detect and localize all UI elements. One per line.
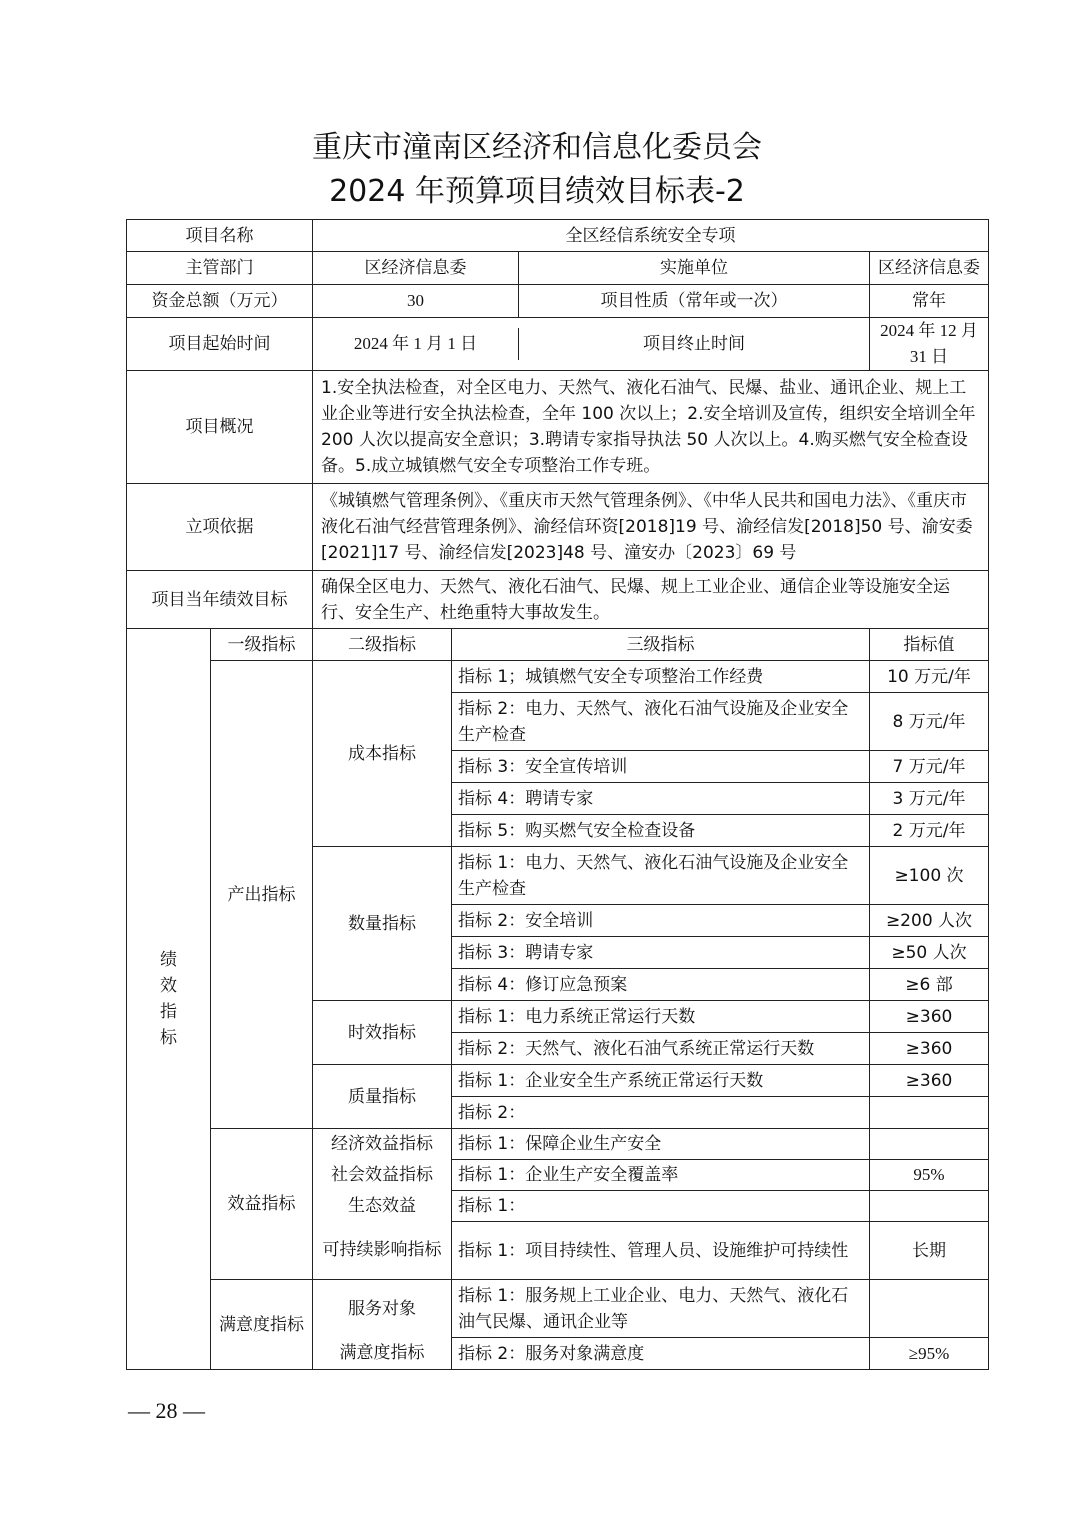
quality-value: ≥360	[870, 1065, 989, 1097]
row-overview	[127, 371, 989, 484]
start-value: 2024 年 1 月 1 日	[313, 328, 519, 360]
cost-name: 指标 4：聘请专家	[452, 783, 870, 815]
perf-header-row	[127, 629, 989, 661]
goal-text: 确保全区电力、天然气、液化石油气、民爆、规上工业企业、通信企业等设施安全运行、安全生产、杜绝重特大事故发生。	[313, 571, 989, 629]
time-name: 指标 1：电力系统正常运行天数	[452, 1001, 870, 1033]
table-row	[127, 1129, 989, 1160]
performance-target-table	[126, 219, 989, 1370]
time-value: ≥360	[870, 1033, 989, 1065]
benefit-value: 长期	[870, 1222, 989, 1280]
benefit-value	[870, 1129, 989, 1160]
qty-value: ≥100 次	[870, 847, 989, 905]
end-value: 2024 年 12 月 31 日	[870, 318, 989, 371]
satisfaction-value	[870, 1280, 989, 1338]
header-level2: 二级指标	[313, 629, 452, 661]
project-name-label: 项目名称	[127, 220, 313, 252]
overview-text: 1.安全执法检查，对全区电力、天然气、液化石油气、民爆、盐业、通讯企业、规上工业企业等进行安全执法检查，全年 100 次以上；2.安全培训及宣传，组织安全培训全年 200 人次以提高安全意识；3.聘请专家指导执法 50 人次以上。4.购买燃气安全检查设备。5.成立城镇燃气安全专项整治工作专班。	[313, 371, 989, 484]
dept-label: 主管部门	[127, 252, 313, 285]
qty-name: 指标 1：电力、天然气、液化石油气设施及企业安全生产检查	[452, 847, 870, 905]
benefit-value: 95%	[870, 1160, 989, 1191]
qty-name: 指标 3：聘请专家	[452, 937, 870, 969]
qty-name: 指标 4：修订应急预案	[452, 969, 870, 1001]
cost-value: 2 万元/年	[870, 815, 989, 847]
row-fund	[127, 285, 989, 318]
overview-label: 项目概况	[127, 371, 313, 484]
satisfaction-level2: 服务对象	[313, 1280, 452, 1338]
side-char: 效	[160, 976, 177, 996]
benefit-name: 指标 1：	[452, 1191, 870, 1222]
qty-value: ≥200 人次	[870, 905, 989, 937]
nature-label: 项目性质（常年或一次）	[600, 291, 788, 311]
satisfaction-name: 指标 1：服务规上工业企业、电力、天然气、液化石油气民爆、通讯企业等	[452, 1280, 870, 1338]
cost-name: 指标 5：购买燃气安全检查设备	[452, 815, 870, 847]
benefit-name: 指标 1：保障企业生产安全	[452, 1129, 870, 1160]
qty-name: 指标 2：安全培训	[452, 905, 870, 937]
fund-label: 资金总额（万元）	[127, 285, 313, 318]
side-char: 指	[160, 1002, 177, 1022]
header-level1: 一级指标	[211, 629, 313, 661]
document-title: 重庆市潼南区经济和信息化委员会	[312, 130, 762, 165]
quality-name: 指标 1：企业安全生产系统正常运行天数	[452, 1065, 870, 1097]
benefit-level2: 社会效益指标	[313, 1160, 452, 1191]
row-goal	[127, 571, 989, 629]
cost-name: 指标 1；城镇燃气安全专项整治工作经费	[452, 661, 870, 693]
benefit-name: 指标 1：企业生产安全覆盖率	[452, 1160, 870, 1191]
basis-label: 立项依据	[127, 484, 313, 571]
benefit-level2: 生态效益	[313, 1191, 452, 1222]
header-level3: 三级指标	[452, 629, 870, 661]
table-row	[127, 661, 989, 693]
cost-value: 8 万元/年	[870, 693, 989, 751]
cost-value: 10 万元/年	[870, 661, 989, 693]
quality-label: 质量指标	[313, 1065, 452, 1129]
row-basis	[127, 484, 989, 571]
document-subtitle: 2024 年预算项目绩效目标表-2	[329, 174, 745, 209]
quality-value	[870, 1097, 989, 1129]
impl-value: 区经济信息委	[870, 252, 989, 285]
nature-value: 常年	[870, 285, 989, 318]
benefit-label: 效益指标	[211, 1129, 313, 1280]
fund-value: 30	[313, 285, 519, 317]
project-name-value: 全区经信系统安全专项	[313, 220, 989, 252]
header-value: 指标值	[870, 629, 989, 661]
basis-text: 《城镇燃气管理条例》、《重庆市天然气管理条例》、《中华人民共和国电力法》、《重庆市液化石油气经营管理条例》、渝经信环资[2018]19 号、渝经信发[2018]50 号、渝安委[2021]17 号、渝经信发[2023]48 号、潼安办〔2023〕69 号	[313, 484, 989, 571]
time-label: 时效指标	[313, 1001, 452, 1065]
start-label: 项目起始时间	[127, 318, 313, 371]
satisfaction-name: 指标 2：服务对象满意度	[452, 1338, 870, 1370]
end-label: 项目终止时间	[643, 334, 745, 354]
qty-value: ≥6 部	[870, 969, 989, 1001]
quality-name: 指标 2：	[452, 1097, 870, 1129]
row-department	[127, 252, 989, 285]
row-period	[127, 318, 989, 371]
satisfaction-value: ≥95%	[870, 1338, 989, 1370]
row-project-name	[127, 220, 989, 252]
satisfaction-label: 满意度指标	[211, 1280, 313, 1370]
output-label: 产出指标	[211, 661, 313, 1129]
side-char: 绩	[160, 950, 177, 970]
benefit-level2: 可持续影响指标	[313, 1222, 452, 1280]
goal-label: 项目当年绩效目标	[127, 571, 313, 629]
cost-label: 成本指标	[313, 661, 452, 847]
benefit-name: 指标 1：项目持续性、管理人员、设施维护可持续性	[452, 1222, 870, 1280]
time-value: ≥360	[870, 1001, 989, 1033]
dept-value: 区经济信息委	[313, 252, 519, 284]
qty-label: 数量指标	[313, 847, 452, 1001]
qty-value: ≥50 人次	[870, 937, 989, 969]
benefit-level2: 经济效益指标	[313, 1129, 452, 1160]
cost-name: 指标 2：电力、天然气、液化石油气设施及企业安全生产检查	[452, 693, 870, 751]
satisfaction-level2: 满意度指标	[313, 1338, 452, 1370]
benefit-value	[870, 1191, 989, 1222]
impl-label: 实施单位	[660, 258, 728, 278]
page-number: — 28 —	[128, 1398, 205, 1423]
table-row	[127, 1280, 989, 1338]
cost-value: 3 万元/年	[870, 783, 989, 815]
cost-value: 7 万元/年	[870, 751, 989, 783]
time-name: 指标 2：天然气、液化石油气系统正常运行天数	[452, 1033, 870, 1065]
perf-side-label	[127, 629, 211, 1370]
side-char: 标	[160, 1028, 177, 1048]
cost-name: 指标 3：安全宣传培训	[452, 751, 870, 783]
